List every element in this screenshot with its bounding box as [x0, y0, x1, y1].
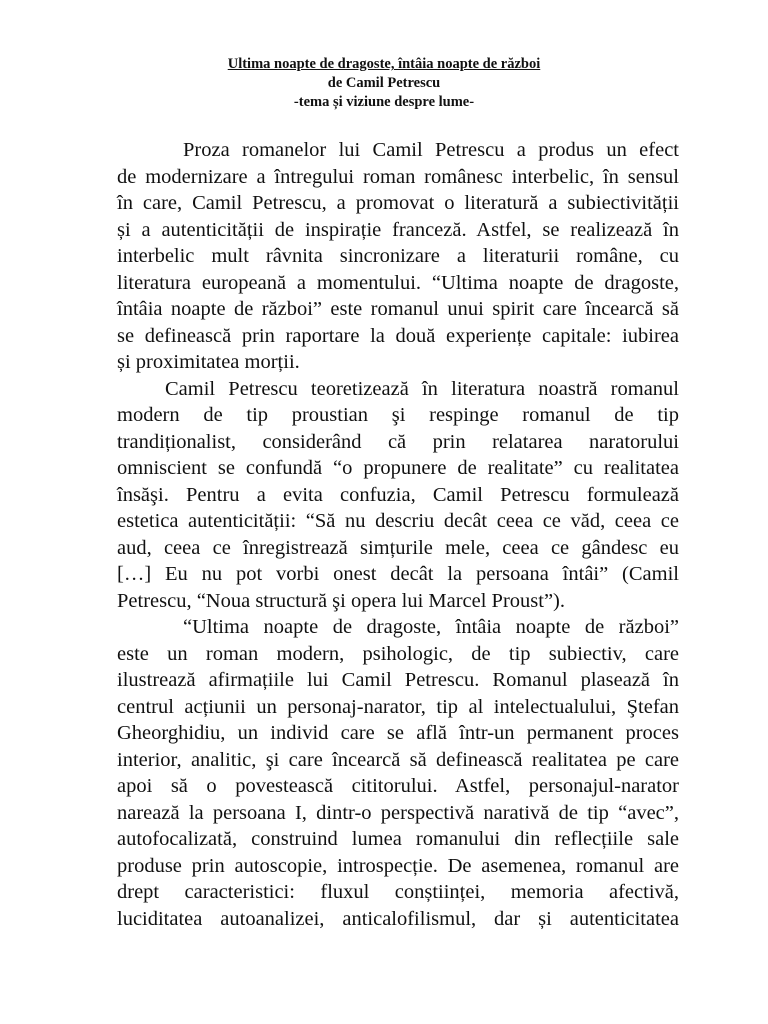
text-line: în care, Camil Petrescu, a promovat o literatură a subiectivității	[117, 192, 679, 214]
text-line: narează la persoana I, dintr-o perspectivă narativă de tip “avec”,	[117, 801, 679, 824]
text-line: de modernizare a întregului roman românesc interbelic, în sensul	[117, 165, 679, 188]
paragraph-3	[117, 614, 679, 932]
text-line: interbelic mult râvnita sincronizare a literaturii române, cu	[117, 245, 679, 267]
text-line: interior, analitic, şi care încearcă să definească realitatea pe care	[117, 748, 679, 771]
text-line: este un roman modern, psihologic, de tip subiectiv, care	[117, 642, 679, 665]
text-line: modern de tip proustian şi respinge romanul de tip	[117, 404, 679, 426]
document-title: Ultima noapte de dragoste, întâia noapte de război	[227, 56, 541, 72]
document-author: de Camil Petrescu	[327, 75, 441, 91]
text-line: întâia noapte de război” este romanul unui spirit care încearcă să	[117, 298, 679, 320]
text-line: Camil Petrescu teoretizează în literatura noastră romanul	[165, 377, 679, 400]
text-line: […] Eu nu pot vorbi onest decât la persoana întâi” (Camil	[117, 563, 679, 585]
text-line: apoi să o povestească cititorului. Astfel, personajul-narator	[117, 775, 679, 797]
text-line: omniscient se confundă “o propunere de realitate” cu realitatea	[117, 457, 679, 479]
text-line: produse prin autoscopie, introspecție. De asemenea, romanul are	[117, 854, 679, 877]
document-header	[0, 55, 768, 112]
text-line: însăşi. Pentru a evita confuzia, Camil Petrescu formulează	[117, 483, 679, 506]
paragraph-1	[117, 137, 679, 376]
text-line: drept caracteristici: fluxul conștiinței, memoria afectivă,	[117, 881, 679, 903]
document-subtitle: -tema și viziune despre lume-	[293, 94, 475, 110]
text-line: “Ultima noapte de dragoste, întâia noapte de război”	[183, 616, 679, 638]
paragraph-2	[117, 376, 679, 615]
text-line: centrul acțiunii un personaj-narator, tip al intelectualului, Ştefan	[117, 695, 679, 718]
text-line: luciditatea autoanalizei, anticalofilismul, dar și autenticitatea	[117, 907, 679, 930]
text-line: și a autenticității de inspirație franceză. Astfel, se realizează în	[117, 218, 679, 241]
text-line: literatura europeană a momentului. “Ultima noapte de dragoste,	[117, 271, 679, 294]
text-line: Proza romanelor lui Camil Petrescu a produs un efect	[183, 139, 679, 161]
text-line: Petrescu, “Noua structură şi opera lui Marcel Proust”).	[117, 589, 566, 612]
text-line: Gheorghidiu, un individ care se află într-un permanent proces	[117, 722, 679, 744]
text-line: se definească prin raportare la două experiențe capitale: iubirea	[117, 324, 679, 347]
document-body	[117, 137, 679, 932]
text-line: autofocalizată, construind lumea romanului din reflecțiile sale	[117, 828, 679, 850]
text-line: trandiționalist, considerând că prin relatarea naratorului	[117, 430, 679, 453]
text-line: și proximitatea morții.	[117, 351, 300, 373]
text-line: aud, ceea ce înregistrează simțurile mele, ceea ce gândesc eu	[117, 536, 679, 559]
text-line: estetica autenticității: “Să nu descriu decât ceea ce văd, ceea ce	[117, 510, 679, 532]
text-line: ilustrează afirmațiile lui Camil Petrescu. Romanul plasează în	[117, 669, 679, 691]
